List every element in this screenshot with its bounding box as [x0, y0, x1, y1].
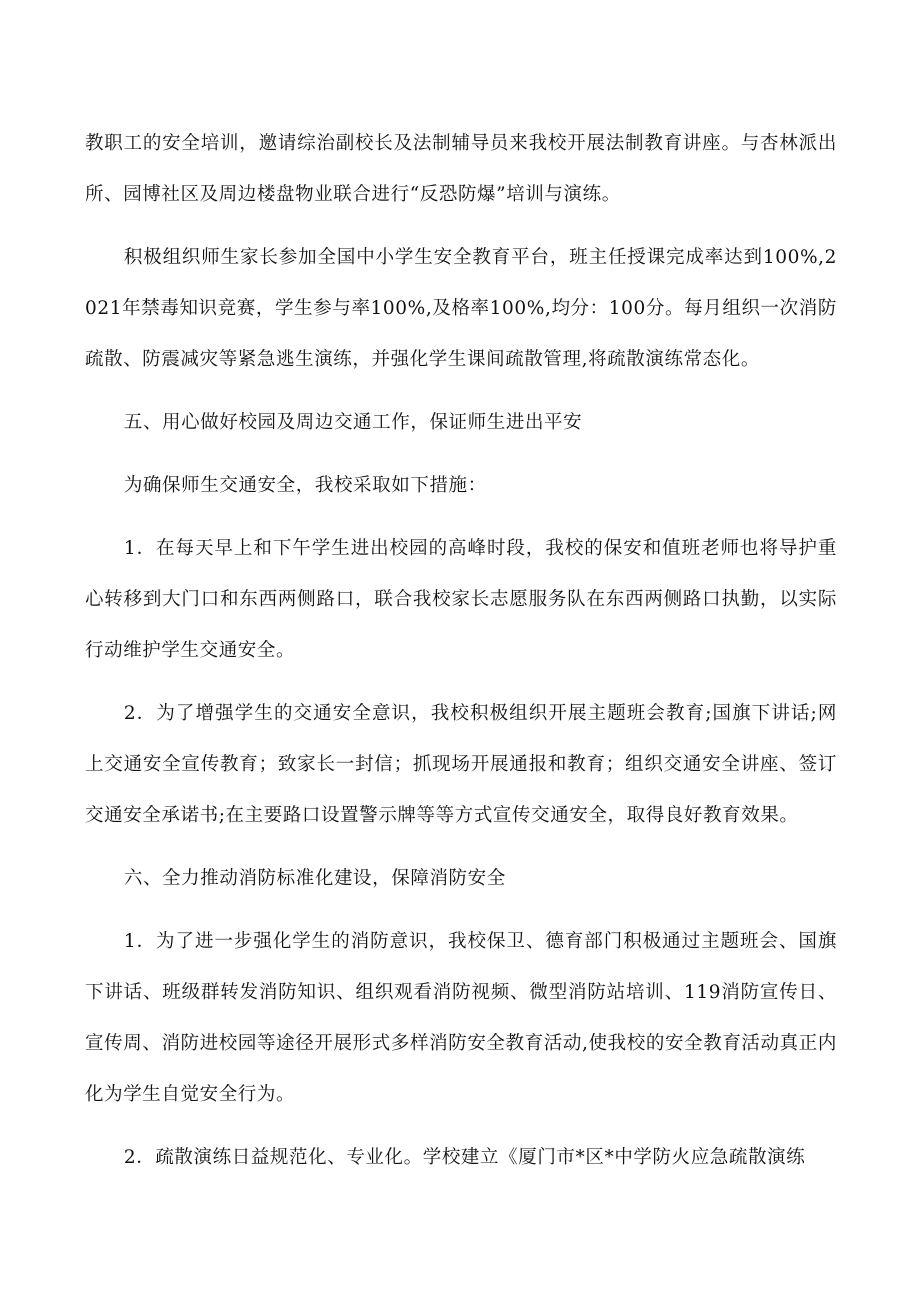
- paragraph-gap: [85, 511, 837, 523]
- paragraph-fire-item-2: 2．疏散演练日益规范化、专业化。学校建立《厦门市*区*中学防火应急疏散演练: [123, 1147, 806, 1168]
- paragraph-traffic-item-2: 2．为了增强学生的交通安全意识，我校积极组织开展主题班会教育;国旗下讲话;网上交通安全宣传教育；致家长一封信；抓现场开展通报和教育；组织交通安全讲座、签订交通安全承诺书;在主要路口设置警示牌等等方式宣传交通安全，取得良好教育效果。: [85, 703, 837, 826]
- paragraph-traffic-item-1: 1．在每天早上和下午学生进出校园的高峰时段，我校的保安和值班老师也将导护重心转移到大门口和东西两侧路口，联合我校家长志愿服务队在东西两侧路口执勤，以实际行动维护学生交通安全。: [85, 538, 837, 661]
- section-heading-fire-safety: 六、全力推动消防标准化建设，保障消防安全: [123, 868, 506, 889]
- paragraph-fire-item-1: 1．为了进一步强化学生的消防意识，我校保卫、德育部门积极通过主题班会、国旗下讲话、班级群转发消防知识、组织观看消防视频、微型消防站培训、119消防宣传日、宣传周、消防进校园等途径开展形式多样消防安全教育活动,使我校的安全教育活动真正内化为学生自觉安全行为。: [85, 931, 837, 1105]
- paragraph-traffic-intro: 为确保师生交通安全，我校采取如下措施：: [123, 475, 487, 496]
- paragraph-continuation: 教职工的安全培训，邀请综治副校长及法制辅导员来我校开展法制教育讲座。与杏林派出所、园博社区及周边楼盘物业联合进行“反恐防爆”培训与演练。: [85, 133, 837, 205]
- paragraph-gap: [85, 904, 837, 916]
- section-heading-traffic: 五、用心做好校园及周边交通工作，保证师生进出平安: [123, 412, 583, 433]
- document-body: [85, 118, 837, 1183]
- paragraph-gap: [85, 676, 837, 688]
- paragraph-gap: [85, 448, 837, 460]
- paragraph-gap: [85, 220, 837, 232]
- paragraph-gap: [85, 1120, 837, 1132]
- paragraph-gap: [85, 385, 837, 397]
- paragraph-safety-education-platform: 积极组织师生家长参加全国中小学生安全教育平台，班主任授课完成率达到100%,2021年禁毒知识竞赛，学生参与率100%,及格率100%,均分：100分。每月组织一次消防疏散、防震减灾等紧急逃生演练，并强化学生课间疏散管理,将疏散演练常态化。: [85, 247, 837, 370]
- paragraph-gap: [85, 841, 837, 853]
